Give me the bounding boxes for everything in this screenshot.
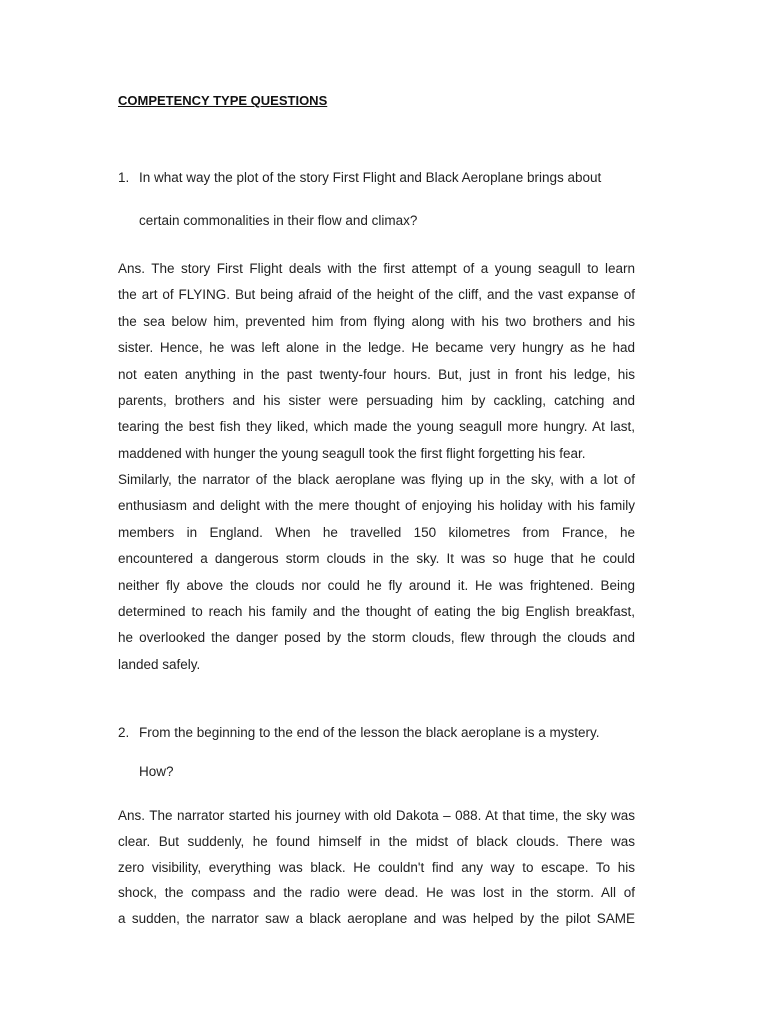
answer-1-p1-line: not eaten anything in the past twenty-four hours. But, just in front his ledge, his <box>118 366 635 382</box>
answer-1-p2-line: encountered a dangerous storm clouds in the sky. It was so huge that he could <box>118 551 635 567</box>
answer-2-p1-line: clear. But suddenly, he found himself in the midst of black clouds. There was <box>118 833 635 849</box>
answer-1-p2-line: Similarly, the narrator of the black aeroplane was flying up in the sky, with a lot of <box>118 472 635 487</box>
answer-2-p1-line: shock, the compass and the radio were dead. He was lost in the storm. All of <box>118 885 635 901</box>
page-title: COMPETENCY TYPE QUESTIONS <box>118 93 328 108</box>
question-2-line-2: How? <box>139 764 174 779</box>
answer-1-p2-line: neither fly above the clouds nor could he fly around it. He was frightened. Being <box>118 577 635 593</box>
question-1-line-2: certain commonalities in their flow and climax? <box>139 213 418 228</box>
question-2-line-1: From the beginning to the end of the lesson the black aeroplane is a mystery. <box>139 725 600 740</box>
answer-1-p2-line: landed safely. <box>118 656 201 672</box>
answer-1-p1-line: Ans. The story First Flight deals with the first attempt of a young seagull to learn <box>118 261 635 276</box>
answer-2-p1-line: Ans. The narrator started his journey with old Dakota – 088. At that time, the sky was <box>118 808 635 823</box>
question-1-line-1: In what way the plot of the story First Flight and Black Aeroplane brings about <box>139 170 602 185</box>
answer-1-paragraph-2 <box>118 467 635 678</box>
answer-1-p1-line: sister. Hence, he was left alone in the ledge. He became very hungry as he had <box>118 340 635 356</box>
answer-1-p1-line: the sea below him, prevented him from flying along with his two brothers and his <box>118 313 635 329</box>
answer-1-p2-line: he overlooked the danger posed by the storm clouds, flew through the clouds and <box>118 630 635 646</box>
answer-2-p1-line: zero visibility, everything was black. He couldn't find any way to escape. To his <box>118 859 635 875</box>
answer-1-p2-line: determined to reach his family and the thought of eating the big English breakfast, <box>118 604 635 620</box>
answer-2-p1-line: a sudden, the narrator saw a black aeroplane and was helped by the pilot SAME <box>118 911 635 927</box>
answer-2-paragraph-1 <box>118 803 635 932</box>
answer-1-p2-line: enthusiasm and delight with the mere thought of enjoying his holiday with his family <box>118 498 635 514</box>
question-1-number: 1. <box>118 170 130 185</box>
answer-1-p1-line: parents, brothers and his sister were persuading him by cackling, catching and <box>118 393 635 409</box>
question-2-number: 2. <box>118 725 130 740</box>
answer-1-p2-line: members in England. When he travelled 150 kilometres from France, he <box>118 524 635 540</box>
answer-1-paragraph-1 <box>118 256 635 467</box>
answer-1-p1-line: the art of FLYING. But being afraid of the height of the cliff, and the vast expanse of <box>118 287 635 303</box>
answer-1-p1-line: tearing the best fish they liked, which made the young seagull more hungry. At last, <box>118 419 635 435</box>
answer-1-p1-line: maddened with hunger the young seagull took the first flight forgetting his fear. <box>118 445 586 461</box>
